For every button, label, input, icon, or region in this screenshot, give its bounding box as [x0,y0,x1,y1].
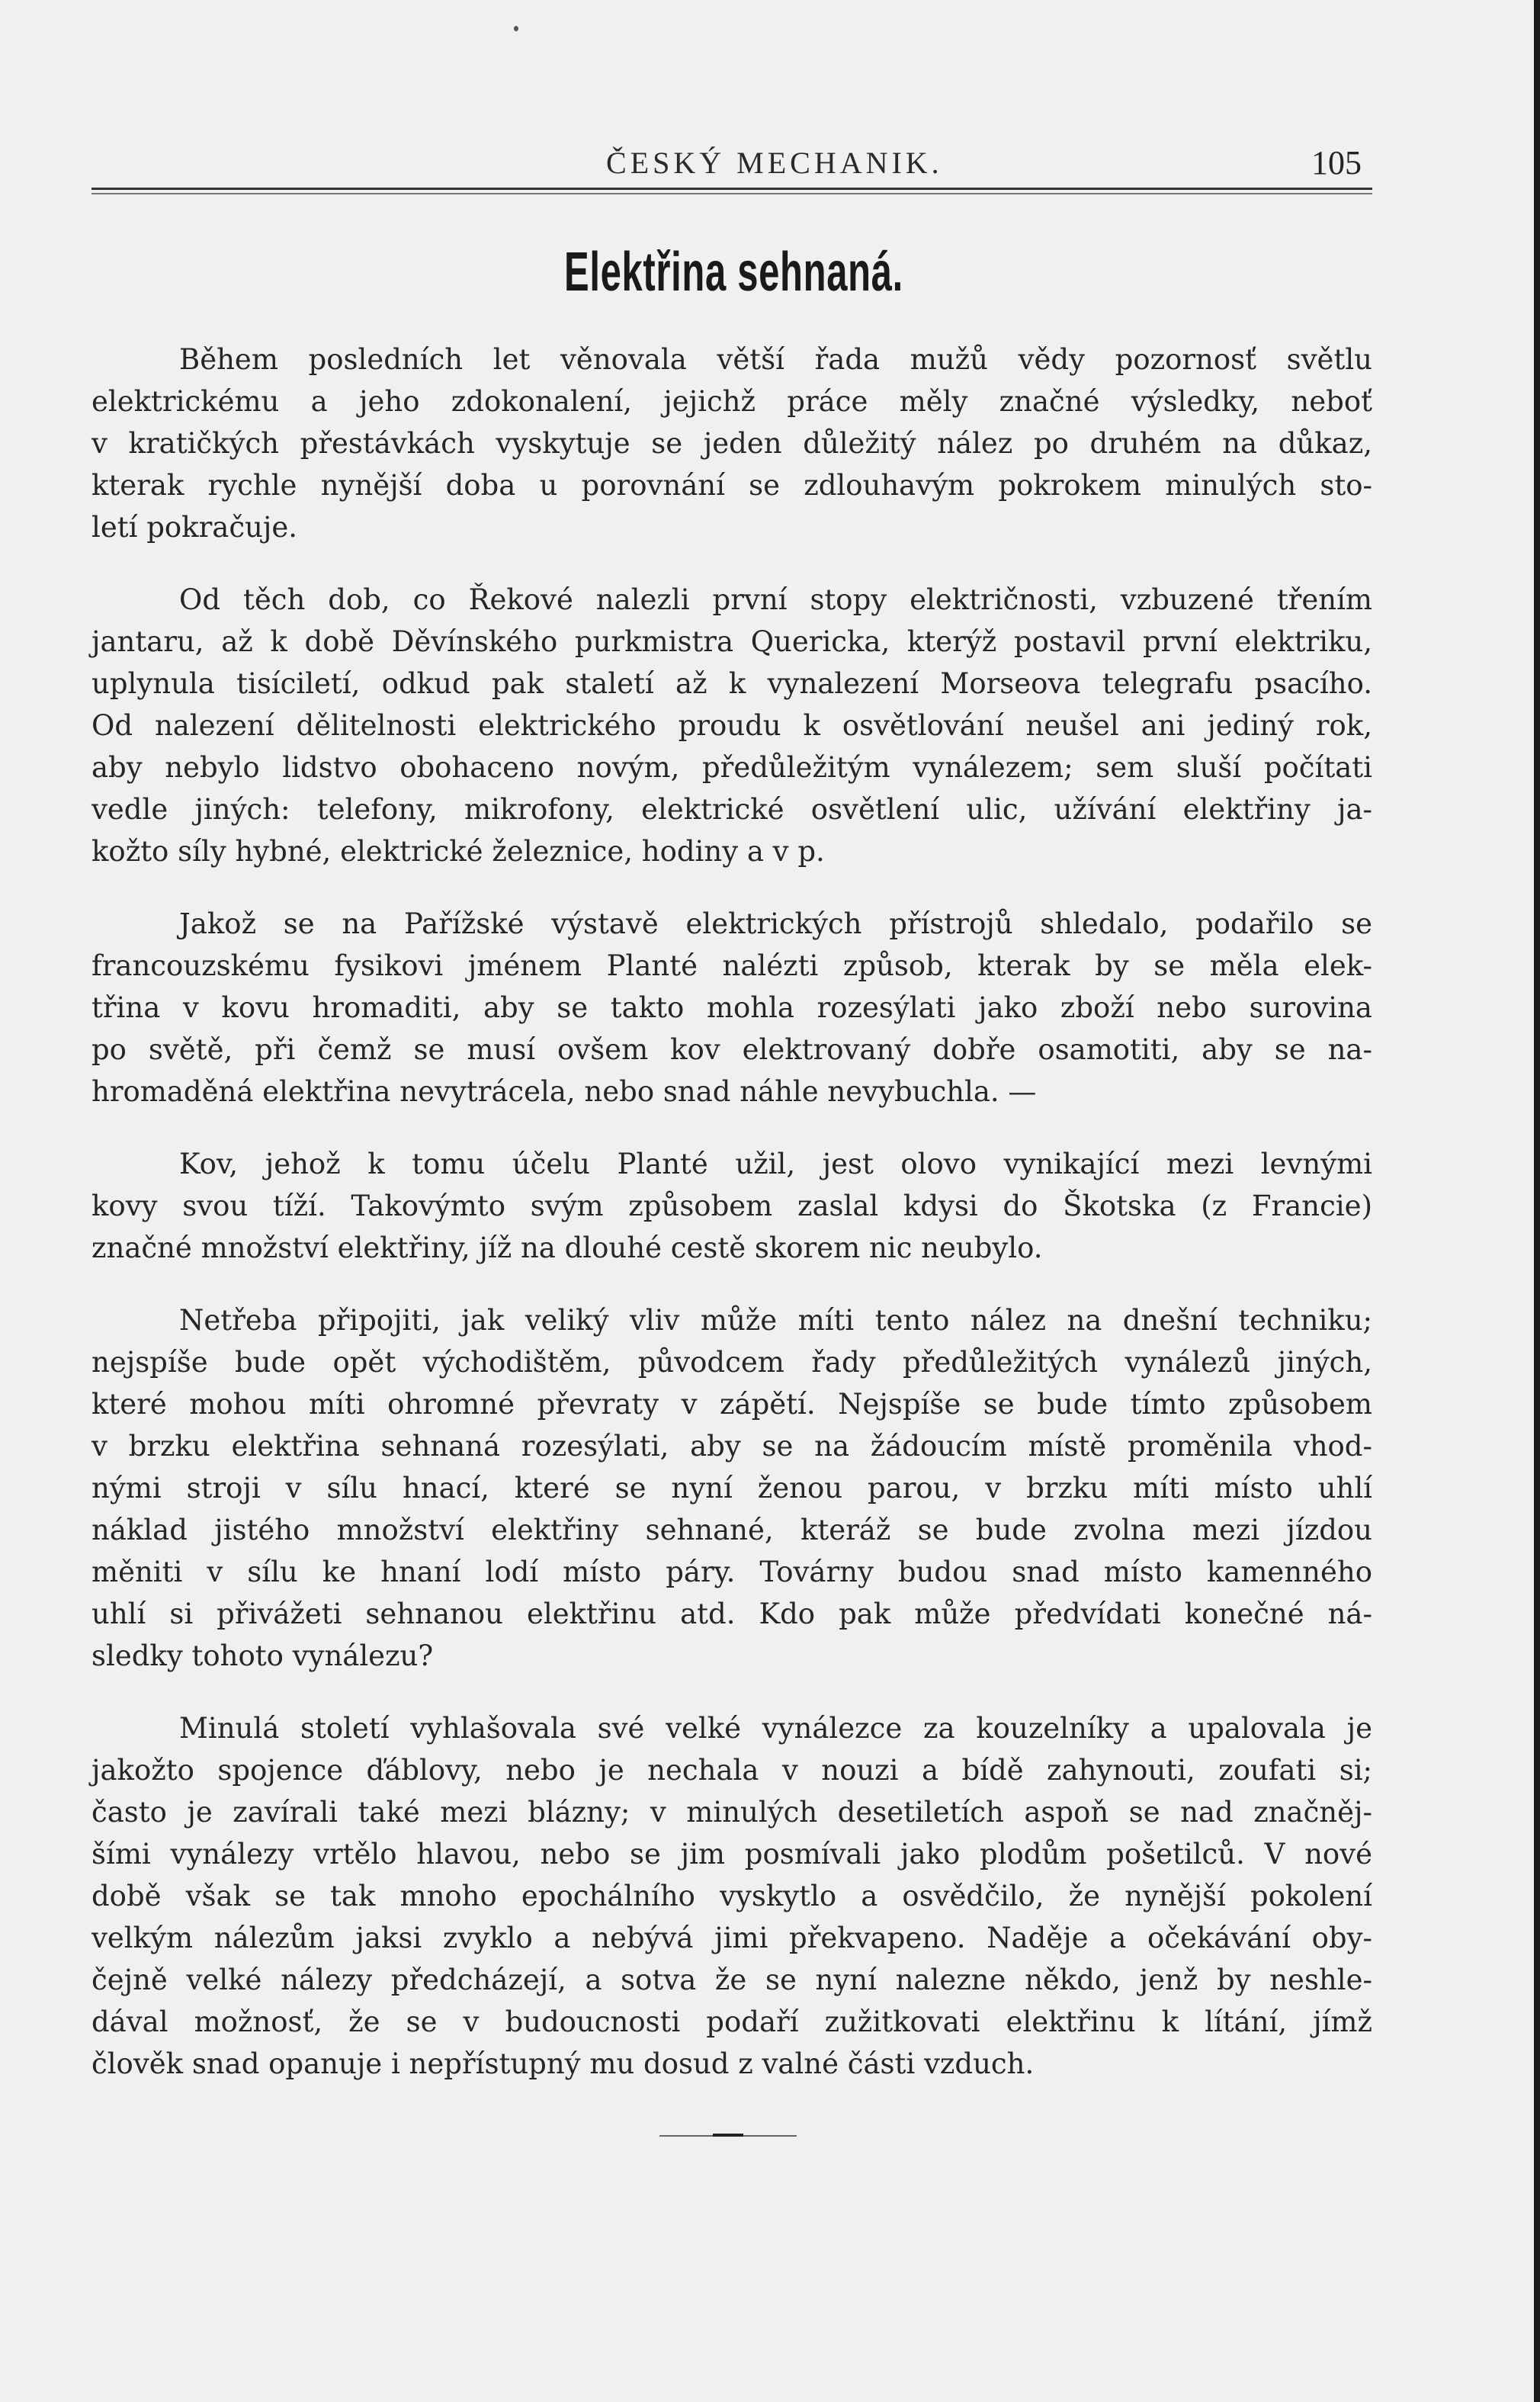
text-line: Minulá století vyhlašovala své velké vynálezce za kouzelníky a upalovala je [179,1712,1372,1745]
paragraph [91,579,1372,872]
text-line: v brzku elektřina sehnaná rozesýlati, aby se na žádoucím místě proměnila vhod- [91,1430,1372,1463]
text-line: aby nebylo lidstvo obohaceno novým, předůležitým vynálezem; sem sluší počítati [91,751,1372,784]
text-line: elektrickému a jeho zdokonalení, jejichž práce měly značné výsledky, neboť [91,385,1372,418]
text-line: kovy svou tíží. Takovýmto svým způsobem zaslal kdysi do Škotska (z Francie) [91,1190,1372,1222]
paragraph [91,1299,1372,1677]
text-line: značné množství elektřiny, jíž na dlouhé cestě skorem nic neubylo. [91,1232,1043,1264]
text-line: hromaděná elektřina nevytrácela, nebo snad náhle nevybuchla. — [91,1075,1037,1108]
text-line: po světě, při čemž se musí ovšem kov elektrovaný dobře osamotiti, aby se na- [91,1033,1372,1066]
print-speck [514,26,518,31]
text-line: Od nalezení dělitelnosti elektrického proudu k osvětlování neušel ani jediný rok, [91,709,1372,742]
text-line: čejně velké nálezy předcházejí, a sotva že se nyní nalezne někdo, jenž by neshle- [91,1964,1372,1996]
end-ornament-rule [659,2134,797,2137]
paragraph [91,903,1372,1113]
end-rule-thick [713,2134,743,2137]
text-line: které mohou míti ohromné převraty v zápětí. Nejspíše se bude tímto způsobem [91,1388,1372,1421]
header-rule-thin [91,193,1372,194]
text-line: třina v kovu hromaditi, aby se takto mohla rozesýlati jako zboží nebo surovina [91,991,1372,1024]
text-line: Během posledních let věnovala větší řada mužů vědy pozornosť světlu [179,343,1372,376]
text-line: často je zavírali také mezi blázny; v minulých desetiletích aspoň se nad značněj- [91,1796,1372,1829]
text-line: jakožto spojence ďáblovy, nebo je nechala v nouzi a bídě zahynouti, zoufati si; [91,1754,1372,1787]
text-line: měniti v sílu ke hnaní lodí místo páry. Továrny budou snad místo kamenného [91,1556,1372,1588]
text-line: člověk snad opanuje i nepřístupný mu dosud z valné části vzduch. [91,2047,1035,2080]
text-line: uplynula tisíciletí, odkud pak staletí až k vynalezení Morseova telegrafu psacího. [91,667,1372,700]
paragraph [91,339,1372,548]
text-line: Netřeba připojiti, jak veliký vliv může míti tento nález na dnešní techniku; [179,1304,1372,1337]
running-header-title: ČESKÝ MECHANIK. [606,146,943,180]
text-line: uhlí si přivážeti sehnanou elektřinu atd. Kdo pak může předvídati konečné ná- [91,1598,1372,1630]
text-line: náklad jistého množství elektřiny sehnané, kteráž se bude zvolna mezi jízdou [91,1514,1372,1546]
paragraph [91,1707,1372,2085]
text-line: době však se tak mnoho epochálního vyskytlo a osvědčilo, že nynější pokolení [91,1880,1372,1912]
text-line: Od těch dob, co Řekové nalezli první stopy električnosti, vzbuzené třením [179,583,1372,616]
text-line: v kratičkých přestávkách vyskytuje se jeden důležitý nález po druhém na důkaz, [91,427,1372,460]
article-title: Elektřina sehnaná. [564,242,903,303]
text-line: Jakož se na Pařížské výstavě elektrických přístrojů shledalo, podařilo se [179,907,1372,940]
text-line: sledky tohoto vynálezu? [91,1639,434,1672]
text-line: kterak rychle nynější doba u porovnání se zdlouhavým pokrokem minulých sto- [91,469,1372,502]
text-line: nými stroji v sílu hnací, které se nyní ženou parou, v brzku míti místo uhlí [91,1472,1372,1504]
text-line: šími vynálezy vrtělo hlavou, nebo se jim posmívali jako plodům pošetilců. V nové [91,1838,1372,1871]
text-line: Kov, jehož k tomu účelu Planté užil, jest olovo vynikající mezi levnými [179,1148,1372,1180]
text-line: vedle jiných: telefony, mikrofony, elektrické osvětlení ulic, užívání elektřiny ja- [91,793,1372,826]
text-line: jantaru, až k době Děvínského purkmistra Quericka, kterýž postavil první elektriku, [91,625,1372,658]
page-number: 105 [1311,144,1362,181]
text-line: francouzskému fysikovi jménem Planté nalézti způsob, kterak by se měla elek- [91,949,1372,982]
text-line: letí pokračuje. [91,511,298,544]
text-line: dával možnosť, že se v budoucnosti podaří zužitkovati elektřinu k lítání, jímž [91,2005,1372,2038]
header-rule [91,188,1372,190]
article-body [91,339,1372,2115]
text-line: kožto síly hybné, elektrické železnice, hodiny a v p. [91,835,825,868]
paragraph [91,1143,1372,1269]
text-line: velkým nálezům jaksi zvyklo a nebývá jimi překvapeno. Naděje a očekávání oby- [91,1922,1372,1954]
text-line: nejspíše bude opět východištěm, původcem řady předůležitých vynálezů jiných, [91,1346,1372,1379]
